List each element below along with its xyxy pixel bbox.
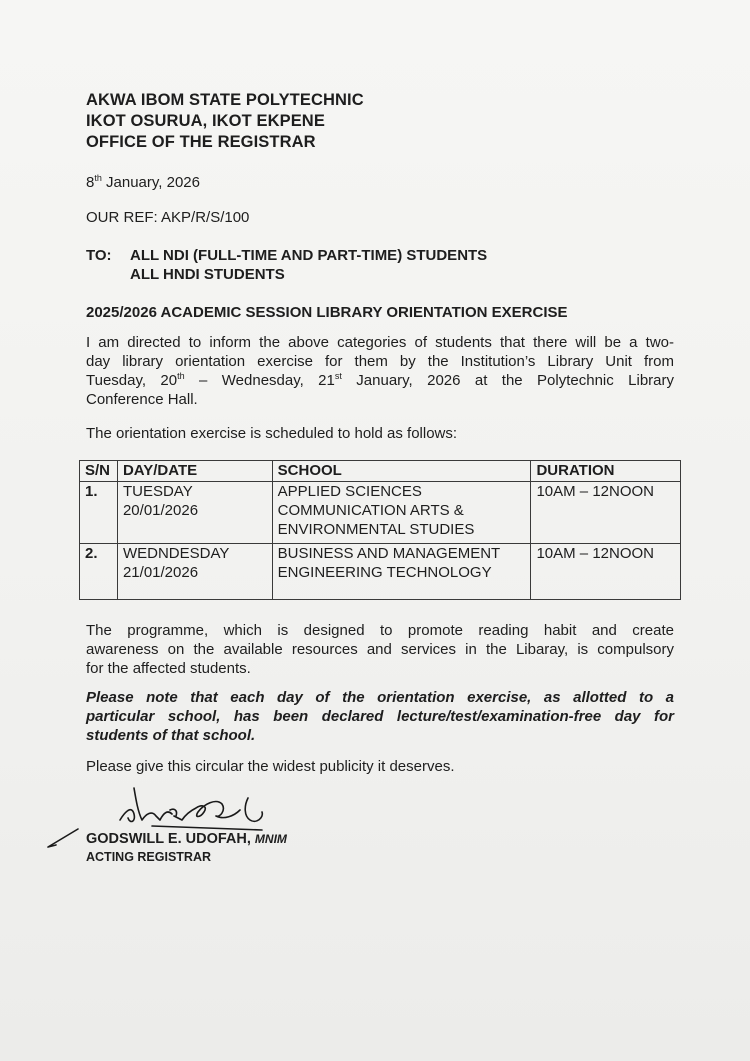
note-line-1: Please note that each day of the orientation exercise, as allotted to a bbox=[86, 689, 674, 706]
school-name: ENGINEERING TECHNOLOGY bbox=[277, 564, 492, 581]
intro-paragraph bbox=[86, 333, 674, 409]
pen-stroke-icon bbox=[44, 825, 82, 851]
note-line-3: students of that school. bbox=[86, 727, 256, 744]
subject-heading: 2025/2026 ACADEMIC SESSION LIBRARY ORIENTATION EXERCISE bbox=[86, 304, 568, 321]
institution-name: AKWA IBOM STATE POLYTECHNIC bbox=[86, 91, 364, 109]
intro-line-3-a: Tuesday, 20 bbox=[86, 372, 178, 389]
row-day: TUESDAY bbox=[122, 483, 193, 500]
row-duration: 10AM – 12NOON bbox=[531, 544, 681, 600]
programme-line-1: The programme, which is designed to promote reading habit and create bbox=[86, 622, 674, 639]
programme-line-2: awareness on the available resources and services in the Libaray, is compulsory bbox=[86, 641, 674, 658]
header-school: SCHOOL bbox=[272, 461, 531, 482]
recipients-line-1: ALL NDI (FULL-TIME AND PART-TIME) STUDENTS bbox=[130, 247, 488, 264]
closing-text: Please give this circular the widest publicity it deserves. bbox=[86, 758, 455, 775]
intro-line-3-b: – Wednesday, 21 bbox=[184, 372, 335, 389]
programme-line-3: for the affected students. bbox=[86, 660, 251, 677]
intro-line-2: day library orientation exercise for them by the Institution’s Library Unit from bbox=[86, 353, 674, 370]
date-day-suffix: th bbox=[94, 173, 102, 183]
programme-paragraph bbox=[86, 621, 674, 678]
row-day: WEDNDESDAY bbox=[122, 545, 230, 562]
table-header-row bbox=[80, 461, 681, 482]
table-row bbox=[80, 544, 681, 600]
header-day-date: DAY/DATE bbox=[117, 461, 272, 482]
letterhead bbox=[86, 90, 364, 153]
recipients-label: TO: bbox=[86, 247, 112, 264]
school-name: BUSINESS AND MANAGEMENT bbox=[277, 545, 501, 562]
schedule-intro bbox=[86, 424, 674, 443]
signatory-name bbox=[86, 830, 287, 848]
signatory-title: ACTING REGISTRAR bbox=[86, 850, 211, 864]
note-line-2: particular school, has been declared lecture/test/examination-free day for bbox=[86, 708, 674, 725]
header-sn: S/N bbox=[80, 461, 118, 482]
office-name: OFFICE OF THE REGISTRAR bbox=[86, 133, 316, 151]
signatory-credential: MNIM bbox=[254, 832, 287, 846]
date-day: 8 bbox=[86, 174, 95, 191]
letter-date bbox=[86, 173, 200, 192]
row-date: 21/01/2026 bbox=[122, 564, 199, 581]
row-school bbox=[272, 544, 531, 600]
table-row bbox=[80, 482, 681, 544]
closing-paragraph bbox=[86, 757, 674, 776]
signatory-name-text: GODSWILL E. UDOFAH, bbox=[86, 831, 251, 847]
row-sn: 2. bbox=[80, 544, 118, 600]
intro-sup-1: th bbox=[177, 371, 185, 381]
recipients-line-2: ALL HNDI STUDENTS bbox=[130, 266, 285, 283]
intro-line-1: I am directed to inform the above categories of students that there will be a two- bbox=[86, 334, 674, 351]
intro-line-3 bbox=[86, 371, 674, 390]
row-duration: 10AM – 12NOON bbox=[531, 482, 681, 544]
row-day-date bbox=[117, 544, 272, 600]
date-rest: January, 2026 bbox=[101, 174, 200, 191]
header-duration: DURATION bbox=[531, 461, 681, 482]
institution-address: IKOT OSURUA, IKOT EKPENE bbox=[86, 112, 325, 130]
schedule-intro-text: The orientation exercise is scheduled to hold as follows: bbox=[86, 425, 458, 442]
school-name: APPLIED SCIENCES bbox=[277, 483, 422, 500]
intro-line-4: Conference Hall. bbox=[86, 391, 198, 408]
row-date: 20/01/2026 bbox=[122, 502, 199, 519]
row-sn: 1. bbox=[80, 482, 118, 544]
reference-number: OUR REF: AKP/R/S/100 bbox=[86, 209, 250, 226]
intro-sup-2: st bbox=[334, 371, 342, 381]
school-name: COMMUNICATION ARTS & bbox=[277, 502, 464, 519]
schedule-table bbox=[79, 460, 681, 600]
row-day-date bbox=[117, 482, 272, 544]
intro-line-3-c: January, 2026 at the Polytechnic Library bbox=[341, 372, 674, 389]
row-school bbox=[272, 482, 531, 544]
school-name: ENVIRONMENTAL STUDIES bbox=[277, 521, 475, 538]
note-paragraph bbox=[86, 688, 674, 745]
